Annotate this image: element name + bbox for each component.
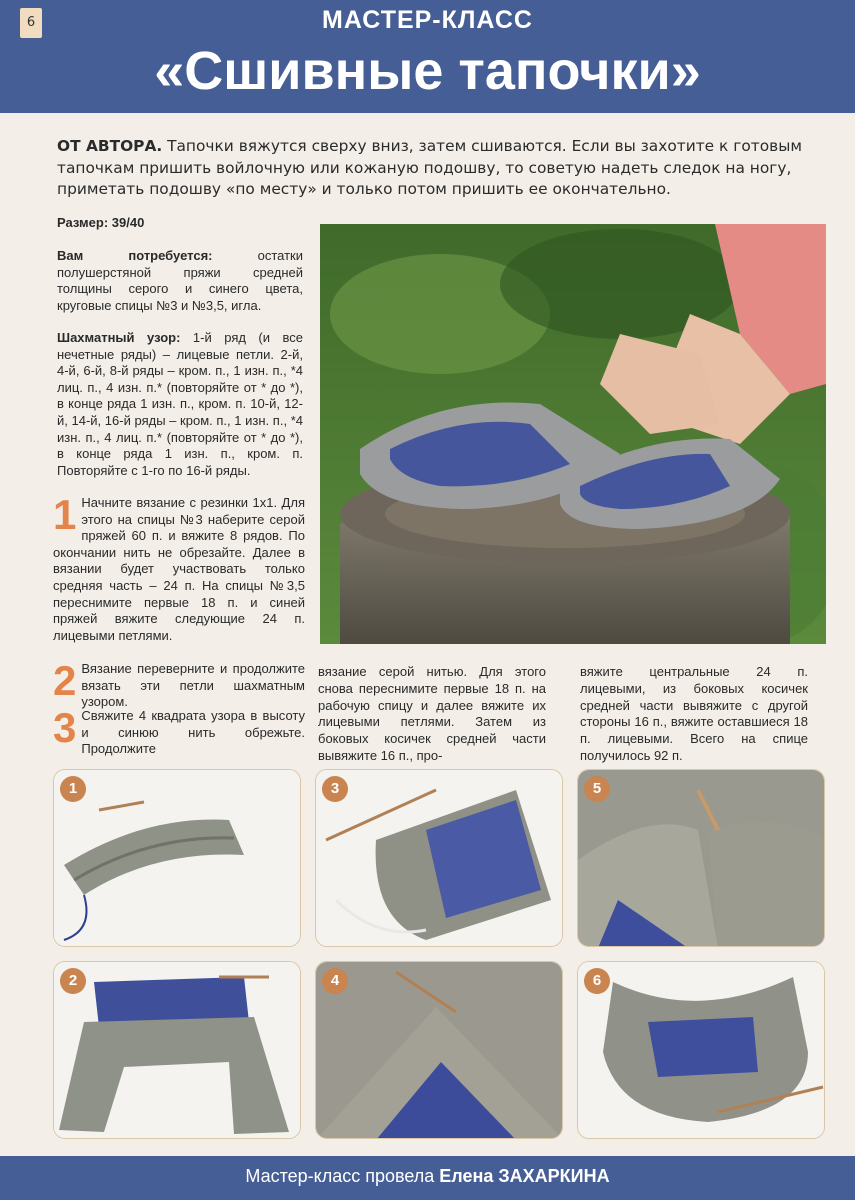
step-number: 3	[53, 704, 77, 751]
photo-badge: 1	[60, 776, 86, 802]
step-3	[53, 704, 305, 758]
step-number: 1	[53, 491, 77, 538]
step-photo-2	[53, 961, 301, 1139]
step-text: Начните вязание с резинки 1х1. Для этого на спицы №3 наберите серой пряжей 60 п. и вяжите 8 рядов. По окончании нить не обрезайте. Далее в вязании будет участвовать только средняя часть – 24 п. На спицы №3,5 переснимите первые 18 п. и синей пряжей вяжите следующие 24 п. лицевыми петлями.	[53, 495, 305, 643]
pattern-label: Шахматный узор:	[57, 330, 181, 345]
materials-text: остатки полушерстяной пряжи средней толщины серого и синего цвета, круговые спицы №3 и №3,5, игла.	[57, 248, 303, 313]
step-photo-4	[315, 961, 563, 1139]
step-2	[53, 657, 305, 711]
step-photo-3	[315, 769, 563, 947]
header-banner	[0, 0, 855, 113]
step-1	[53, 491, 305, 644]
size-value: 39/40	[108, 215, 145, 230]
text-column-2: вязание серой нитью. Для этого снова переснимите первые 18 п. на рабочую спицу и далее вяжите их лицевыми петлями. Затем из боковых косичек средней части вывяжите 16 п., про-	[318, 664, 546, 763]
materials-block	[57, 248, 303, 314]
page-title: «Сшивные тапочки»	[154, 41, 701, 101]
intro-text: Тапочки вяжутся сверху вниз, затем сшиваются. Если вы захотите к готовым тапочкам пришить войлочную или кожаную подошву, то советую надеть следок на ногу, приметать подошву «по месту» и только потом пришить ее окончательно.	[57, 137, 802, 198]
main-photo-slippers	[320, 224, 826, 644]
size-label: Размер:	[57, 215, 109, 230]
pattern-block	[57, 330, 303, 479]
size-line	[57, 215, 303, 232]
photo-badge: 4	[322, 968, 348, 994]
footer-author: Елена ЗАХАРКИНА	[439, 1166, 610, 1186]
step-photo-5	[577, 769, 825, 947]
photo-badge: 6	[584, 968, 610, 994]
step-text: Вязание переверните и продолжите вязать эти петли шахматным узором.	[81, 661, 305, 710]
step-text: Свяжите 4 квадрата узора в высоту и синюю нить обрежьте. Продолжите	[81, 708, 305, 757]
text-column-3: вяжите центральные 24 п. лицевыми, из боковых косичек средней части вывяжите с другой стороны 16 п., вяжите оставшиеся 18 п. лицевыми. Всего на спице получилось 92 п.	[580, 664, 808, 763]
intro-paragraph	[57, 136, 802, 201]
photo-badge: 5	[584, 776, 610, 802]
pattern-text: 1-й ряд (и все нечетные ряды) – лицевые петли. 2-й, 4-й, 6-й, 8-й ряды – кром. п., 1 изн. п., *4 лиц. п., 4 изн. п.* (повторяйте от * до *), в конце ряда 1 изн. п., кром. п. 10-й, 12-й, 14-й, 16-й ряды – кром. п., 1 изн. п., *4 изн. п., 4 лиц. п.* (повторяйте от * до *), в конце ряда 1 изн. п., кром. п. Повторяйте с 1-го по 16-й ряды.	[57, 330, 304, 478]
footer-prefix: Мастер-класс провела	[245, 1166, 440, 1186]
footer-credit	[0, 1156, 855, 1200]
photo-badge: 2	[60, 968, 86, 994]
intro-lead: ОТ АВТОРА.	[57, 137, 163, 155]
kicker: МАСТЕР-КЛАСС	[322, 6, 533, 34]
step-photo-6	[577, 961, 825, 1139]
page-number: 6	[20, 8, 42, 38]
step-number: 2	[53, 657, 77, 704]
step-photo-1	[53, 769, 301, 947]
materials-label: Вам потребуется:	[57, 248, 213, 263]
photo-badge: 3	[322, 776, 348, 802]
